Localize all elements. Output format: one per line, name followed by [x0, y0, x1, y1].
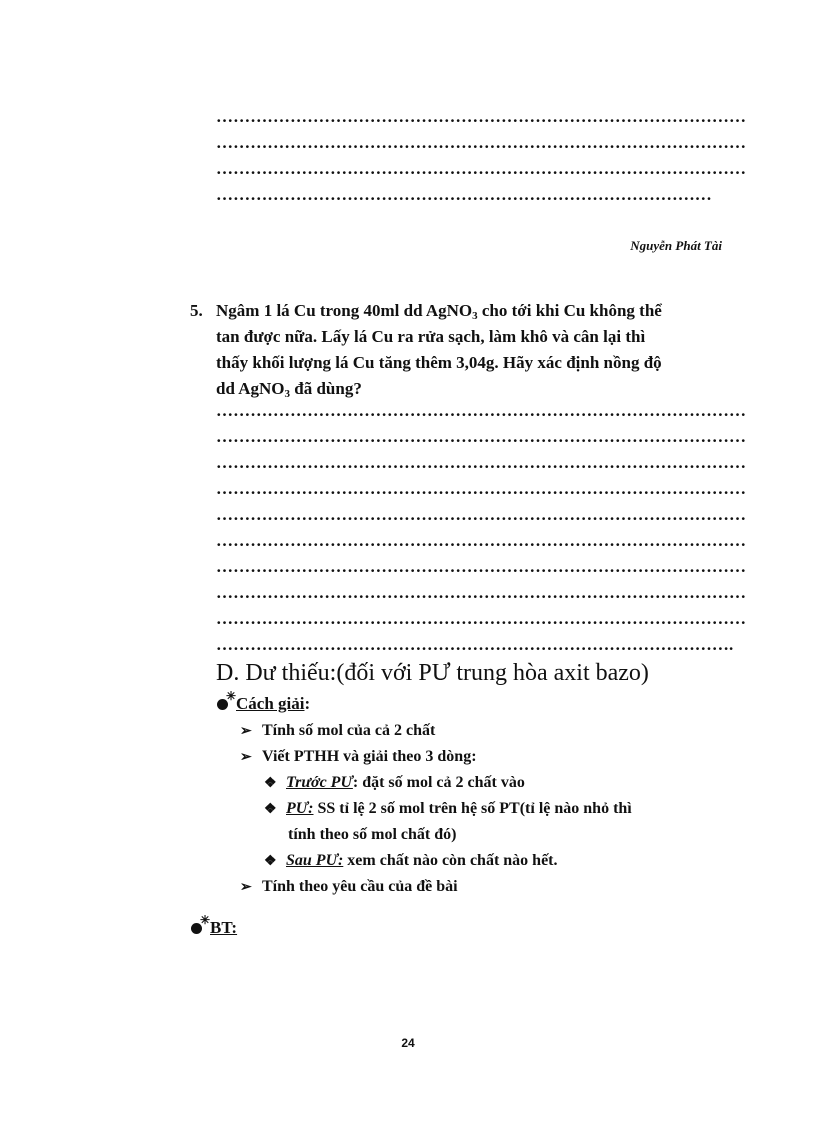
method-heading — [216, 689, 311, 716]
diamond-bullet-icon: ❖ — [264, 854, 277, 869]
question-line-4-text: dd AgNO — [216, 379, 285, 398]
substep-3-label: Sau PƯ: — [286, 852, 344, 869]
substep-3-text: xem chất nào còn chất nào hết. — [343, 852, 558, 869]
answer-dot-line: ………………………………………………………………………………… — [216, 401, 747, 420]
method-substep-2-continued: tính theo số mol chất đó) — [288, 826, 457, 843]
subscript-3: 3 — [472, 310, 478, 322]
author-name: Nguyễn Phát Tài — [630, 238, 722, 253]
question-line-4 — [216, 376, 362, 402]
method-heading-colon: : — [304, 694, 311, 713]
substep-2-label: PƯ: — [286, 800, 314, 817]
answer-dot-line: ………………………………………………………………………………… — [216, 133, 747, 152]
diamond-bullet-icon: ❖ — [264, 776, 277, 791]
method-step-3-text: Tính theo yêu cầu của đề bài — [262, 878, 458, 895]
answer-dot-line: ………………………………………………………………………………… — [216, 557, 747, 576]
exercises-heading-label: BT: — [210, 918, 238, 937]
method-step-2-text: Viết PTHH và giải theo 3 dòng: — [262, 748, 477, 765]
substep-2-text: SS tỉ lệ 2 số mol trên hệ số PT(tỉ lệ nào nhỏ thì — [313, 800, 632, 817]
question-line-1-end: cho tới khi Cu không thể — [477, 301, 662, 320]
answer-dot-line: ………………………………………………………………………………… — [216, 583, 747, 602]
answer-dot-line: …………………………………………………………………………… — [216, 185, 712, 204]
method-step-1-text: Tính số mol của cả 2 chất — [262, 722, 436, 739]
substep-1-label: Trước PƯ — [286, 774, 353, 791]
answer-dot-line: ………………………………………………………………………………… — [216, 505, 747, 524]
question-line-3: thấy khối lượng lá Cu tăng thêm 3,04g. Hãy xác định nồng độ — [216, 353, 662, 372]
method-step-2 — [240, 744, 477, 771]
subscript-3: 3 — [284, 388, 290, 400]
method-step-3 — [240, 874, 458, 901]
method-heading-label: Cách giải — [236, 694, 305, 713]
question-number: 5. — [190, 301, 203, 320]
section-title: D. Dư thiếu:(đối với PƯ trung hòa axit bazo) — [216, 660, 649, 686]
method-substep-3 — [264, 848, 558, 875]
answer-dot-line: ………………………………………………………………………………… — [216, 479, 747, 498]
method-substep-2 — [264, 796, 632, 823]
question-line-4-end: đã dùng? — [290, 379, 362, 398]
arrow-bullet-icon: ➢ — [240, 724, 252, 739]
arrow-bullet-icon: ➢ — [240, 750, 252, 765]
bomb-icon: ✳ — [216, 694, 236, 710]
substep-1-text: : đặt số mol cả 2 chất vào — [352, 774, 525, 791]
method-step-1 — [240, 718, 435, 745]
answer-dot-line: ………………………………………………………………………………. — [216, 635, 734, 654]
bomb-icon: ✳ — [190, 918, 210, 934]
page-number: 24 — [401, 1036, 415, 1050]
answer-dot-line: ………………………………………………………………………………… — [216, 427, 747, 446]
arrow-bullet-icon: ➢ — [240, 880, 252, 895]
answer-dot-line: ………………………………………………………………………………… — [216, 159, 747, 178]
diamond-bullet-icon: ❖ — [264, 802, 277, 817]
question-line-1 — [216, 298, 662, 324]
exercises-heading — [190, 913, 238, 940]
answer-dot-line: ………………………………………………………………………………… — [216, 107, 747, 126]
answer-dot-line: ………………………………………………………………………………… — [216, 453, 747, 472]
method-substep-1 — [264, 770, 525, 797]
question-line-2: tan được nữa. Lấy lá Cu ra rửa sạch, làm khô và cân lại thì — [216, 327, 646, 346]
question-line-1-text: Ngâm 1 lá Cu trong 40ml dd AgNO — [216, 301, 473, 320]
answer-dot-line: ………………………………………………………………………………… — [216, 531, 747, 550]
answer-dot-line: ………………………………………………………………………………… — [216, 609, 747, 628]
